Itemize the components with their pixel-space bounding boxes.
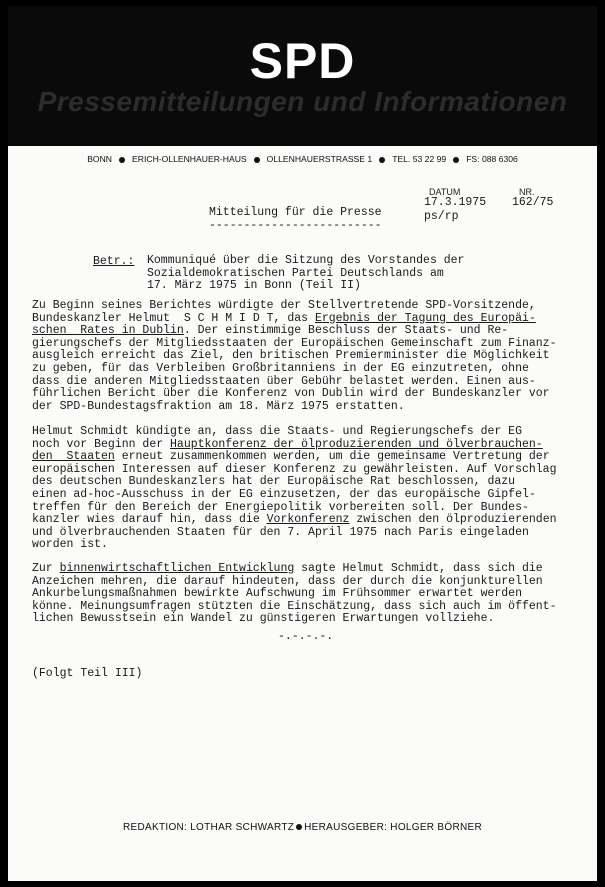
nr-label: NR. <box>519 187 535 197</box>
text-line <box>32 325 592 338</box>
text-line: zu geben, für das Verbleiben Großbritanniens in der EG einzutreten, ohne <box>32 361 529 375</box>
paragraph-energy-conference <box>32 426 592 552</box>
spd-logo: SPD <box>249 33 356 89</box>
text-line <box>32 451 592 464</box>
footer-publisher: HERAUSGEBER: HOLGER BÖRNER <box>304 822 482 833</box>
masthead <box>8 6 597 146</box>
underlined-phrase: schen Rates in Dublin <box>32 324 184 338</box>
text-line <box>32 563 592 576</box>
text-fragment: kanzler wies darauf hin, dass die <box>32 513 267 527</box>
continued-note: (Folgt Teil III) <box>32 667 143 680</box>
text-line: Anzeichen mehren, die darauf hindeuten, dass der durch die konjunkturellen <box>32 574 543 588</box>
text-line: ausgleich erreicht das Ziel, den britischen Premierminister die Möglichkeit <box>32 349 550 363</box>
text-fragment: . Der einstimmige Beschluss der Staats- und Re- <box>183 324 509 338</box>
underlined-phrase: Ergebnis der Tagung des Europäi- <box>314 311 536 325</box>
press-release-page <box>8 6 597 881</box>
masthead-subtitle: Pressemitteilungen und Informationen <box>37 86 568 117</box>
bullet-icon <box>453 157 459 163</box>
bullet-icon <box>296 824 302 830</box>
paragraph-domestic-economy <box>32 563 592 626</box>
text-line: worden ist. <box>32 538 108 552</box>
text-line: und ölverbrauchenden Staaten für den 7. April 1975 nach Paris eingeladen <box>32 525 529 539</box>
address-fs: FS: 088 6306 <box>466 154 518 164</box>
address-tel: TEL. 53 22 99 <box>392 154 447 164</box>
bullet-icon <box>379 157 385 163</box>
betr-subject <box>147 255 587 293</box>
text-fragment: erneut zusammenkommen werden, um die gemeinsame Vertretung der <box>114 450 550 464</box>
text-line: gierungschefs der Mitgliedsstaaten der Europäischen Gemeinschaft zum Finanz- <box>32 336 557 350</box>
text-line: könne. Meinungsumfragen stützten die Einschätzung, dass sich auch im öffent- <box>32 599 557 613</box>
underlined-phrase: den Staaten <box>32 450 115 464</box>
text-fragment: Zur <box>32 562 60 575</box>
underlined-phrase: Vorkonferenz <box>266 513 350 527</box>
betr-line: 17. März 1975 in Bonn (Teil II) <box>147 279 361 293</box>
text-line: führlichen Bericht über die Konferenz von Dublin wird der Bundeskanzler vor <box>32 387 550 401</box>
underlined-phrase: binnenwirtschaftlichen Entwicklung <box>59 562 295 575</box>
date-value: 17.3.1975 <box>424 196 487 209</box>
text-line: Ankurbelungsmaßnahmen bewirkte Aufschwung im Frühsommer erwartet werden <box>32 587 522 601</box>
address-building: ERICH-OLLENHAUER-HAUS <box>132 154 247 164</box>
initials: ps/rp <box>424 210 459 223</box>
text-line: der SPD-Bundestagsfraktion am 18. März 1975 erstatten. <box>32 399 405 413</box>
address-street: OLLENHAUERSTRASSE 1 <box>266 154 373 164</box>
bullet-icon <box>119 157 125 163</box>
underlined-phrase: Hauptkonferenz der ölproduzierenden und ölverbrauchen- <box>170 437 543 451</box>
text-line: treffen für den Bereich der Energiepolitik vorbereiten soll. Der Bundes- <box>32 500 529 514</box>
datum-label: DATUM <box>429 187 461 197</box>
betr-line: Sozialdemokratischen Partei Deutschlands am <box>147 266 444 280</box>
section-separator: -.-.-.-. <box>278 630 334 643</box>
title-underline: ------------------------- <box>209 219 382 232</box>
footer-editor: REDAKTION: LOTHAR SCHWARTZ <box>123 822 295 833</box>
text-line: Zu Beginn seines Berichtes würdigte der Stellvertretende SPD-Vorsitzende, <box>32 299 536 312</box>
text-fragment: sagte Helmut Schmidt, dass sich die <box>294 562 543 575</box>
address-city: BONN <box>87 154 113 164</box>
text-line: des deutschen Bundeskanzlers hat der Europäische Rat beschlossen, dazu <box>32 475 516 489</box>
betr-label: Betr.: <box>93 255 135 268</box>
document-title: Mitteilung für die Presse <box>209 206 382 219</box>
text-line: lichen Bewusstsein ein Wandel zu günstigeren Erwartungen vollziehe. <box>32 612 495 626</box>
footer <box>8 822 597 833</box>
text-fragment: noch vor Beginn der <box>32 437 171 451</box>
text-line: einen ad-hoc-Ausschuss in der EG einzusetzen, der das europäische Gipfel- <box>32 487 536 501</box>
text-fragment: Bundeskanzler Helmut S C H M I D T, das <box>32 311 315 325</box>
betr-line: Kommuniqué über die Sitzung des Vorstandes der <box>147 254 465 267</box>
nr-value: 162/75 <box>512 196 554 209</box>
text-line: europäischen Interessen auf dieser Konferenz zu gewährleisten. Auf Vorschlag <box>32 462 557 476</box>
paragraph-dublin <box>32 300 592 413</box>
text-fragment: zwischen den ölproduzierenden <box>349 513 557 527</box>
text-line: Helmut Schmidt kündigte an, dass die Staats- und Regierungschefs der EG <box>32 425 522 438</box>
text-line: dass die anderen Mitgliedsstaaten über Gebühr belastet werden. Einen aus- <box>32 374 536 388</box>
bullet-icon <box>254 157 260 163</box>
text-line <box>32 514 592 527</box>
address-line <box>8 154 597 164</box>
